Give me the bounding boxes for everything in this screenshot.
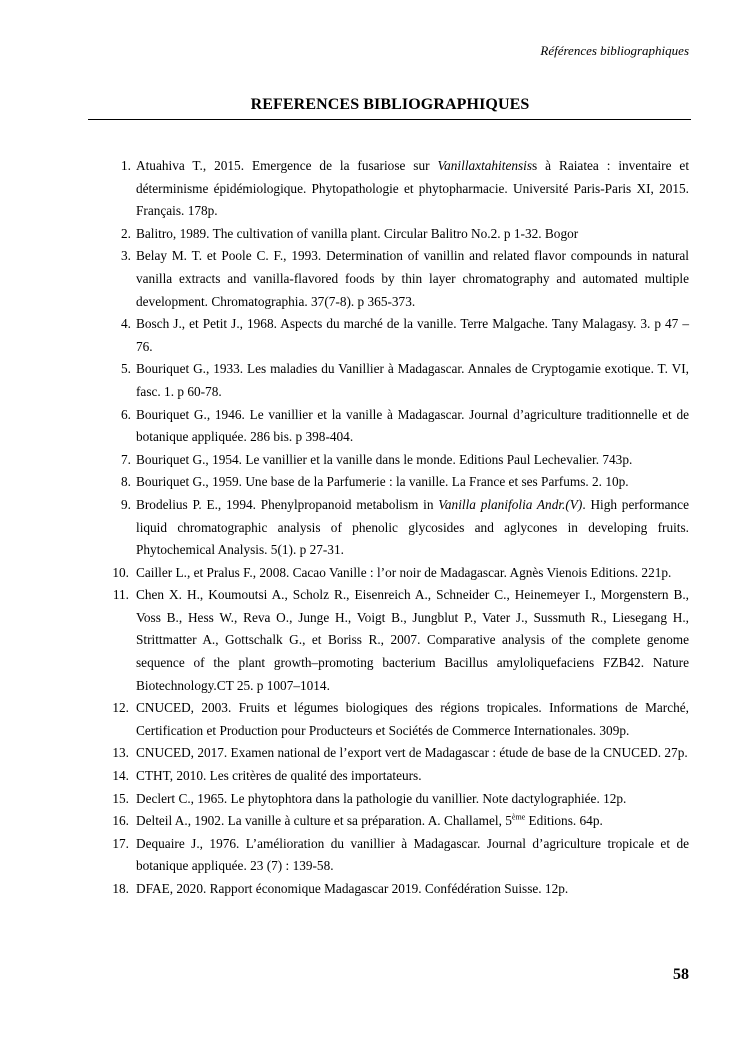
reference-number: 15.	[112, 790, 129, 806]
reference-item	[112, 810, 689, 833]
reference-text: Balitro, 1989. The cultivation of vanilla plant. Circular Balitro No.2. p 1-32. Bogor	[136, 225, 579, 241]
reference-text: Brodelius P. E., 1994. Phenylpropanoid metabolism in	[136, 496, 439, 512]
reference-item	[112, 358, 689, 403]
reference-superscript: ème	[511, 812, 526, 822]
reference-number: 16.	[112, 813, 129, 829]
reference-text: Cailler L., et Pralus F., 2008. Cacao Vanille : l’or noir de Madagascar. Agnès Vienois Editions. 221p.	[136, 564, 672, 580]
reference-item	[112, 742, 689, 765]
reference-text: CTHT, 2010. Les critères de qualité des importateurs.	[136, 768, 422, 784]
reference-item	[112, 765, 689, 788]
reference-number: 11.	[112, 587, 129, 603]
reference-number: 12.	[112, 700, 129, 716]
reference-number: 1.	[121, 158, 131, 173]
reference-number: 9.	[121, 496, 131, 512]
reference-number: 3.	[121, 248, 131, 264]
reference-number: 7.	[121, 451, 131, 467]
reference-text: Declert C., 1965. Le phytophtora dans la pathologie du vanillier. Note dactylographiée. 12p.	[136, 790, 627, 806]
reference-item	[112, 878, 689, 901]
reference-item	[112, 245, 689, 313]
reference-text: DFAE, 2020. Rapport économique Madagascar 2019. Confédération Suisse. 12p.	[136, 881, 569, 896]
reference-number: 2.	[121, 225, 131, 241]
reference-item	[112, 833, 689, 878]
reference-item	[112, 494, 689, 562]
reference-text-continued: Editions. 64p.	[525, 813, 603, 829]
reference-number: 18.	[112, 881, 129, 896]
reference-item	[112, 155, 689, 223]
reference-text: Bouriquet G., 1946. Le vanillier et la vanille à Madagascar. Journal d’agriculture traditionnelle et de botanique appliquée. 286 bis. p 398-404.	[136, 406, 689, 445]
reference-text: Belay M. T. et Poole C. F., 1993. Determination of vanillin and related flavor compounds in natural vanilla extracts and vanilla-flavored foods by thin layer chromatography and automated multiple development. Chromatographia. 37(7-8). p 365-373.	[136, 248, 689, 309]
reference-number: 14.	[112, 768, 129, 784]
reference-item	[112, 471, 689, 494]
reference-text-continued: . High performance liquid chromatographic analysis of phenolic glycosides and aglycones in developing fruits. Phytochemical Analysis. 5(1). p 27-31.	[136, 496, 689, 558]
reference-text: Chen X. H., Koumoutsi A., Scholz R., Eisenreich A., Schneider C., Heinemeyer I., Morgenstern B., Voss B., Hess W., Reva O., Junge H., Voigt B., Jungblut P., Vater J., Sussmuth R., Liesegang H., Strittmatter A., Gottschalk G., et Boriss R., 2007. Comparative analysis of the complete genome sequence of the plant growth–promoting bacterium Bacillus amyloliquefaciens FZB42. Nature Biotechnology.CT 25. p 1007–1014.	[136, 587, 689, 693]
reference-number: 10.	[112, 564, 129, 580]
reference-italic-text: Vanillaxtahitensis	[437, 158, 533, 173]
reference-list	[112, 155, 689, 901]
page-number: 58	[673, 966, 689, 983]
reference-text: Bouriquet G., 1959. Une base de la Parfumerie : la vanille. La France et ses Parfums. 2. 10p.	[136, 474, 629, 490]
title-divider	[88, 119, 691, 120]
reference-item	[112, 584, 689, 697]
reference-item	[112, 223, 689, 246]
running-header: Références bibliographiques	[540, 43, 689, 58]
reference-number: 6.	[121, 406, 131, 422]
reference-italic-text: Vanilla planifolia Andr.(V)	[438, 496, 583, 512]
reference-text: Dequaire J., 1976. L’amélioration du vanillier à Madagascar. Journal d’agriculture tropicale et de botanique appliquée. 23 (7) : 139-58.	[136, 835, 689, 874]
reference-text: Delteil A., 1902. La vanille à culture et sa préparation. A. Challamel, 5	[136, 813, 512, 829]
reference-text: Bouriquet G., 1933. Les maladies du Vanillier à Madagascar. Annales de Cryptogamie exotique. T. VI, fasc. 1. p 60-78.	[136, 361, 689, 399]
reference-item	[112, 697, 689, 742]
reference-item	[112, 449, 689, 472]
reference-text-continued: s à Raiatea : inventaire et déterminisme épidémiologique. Phytopathologie et phytopharmacie. Université Paris-Paris XI, 2015. Français. 178p.	[136, 158, 690, 219]
reference-number: 13.	[112, 745, 129, 761]
reference-text: CNUCED, 2017. Examen national de l’export vert de Madagascar : étude de base de la CNUCED. 27p.	[136, 745, 688, 761]
reference-number: 4.	[121, 316, 131, 332]
reference-number: 5.	[121, 361, 131, 377]
reference-text: Bouriquet G., 1954. Le vanillier et la vanille dans le monde. Editions Paul Lechevalier. 743p.	[136, 451, 633, 467]
reference-item	[112, 788, 689, 811]
reference-number: 8.	[121, 474, 131, 490]
reference-text: Atuahiva T., 2015. Emergence de la fusariose sur	[136, 158, 438, 173]
page-title: REFERENCES BIBLIOGRAPHIQUES	[250, 96, 530, 113]
reference-number: 17.	[112, 835, 129, 851]
reference-item	[112, 404, 689, 449]
reference-text: Bosch J., et Petit J., 1968. Aspects du marché de la vanille. Terre Malgache. Tany Malagasy. 3. p 47 – 76.	[136, 316, 689, 354]
reference-item	[112, 562, 689, 585]
reference-text: CNUCED, 2003. Fruits et légumes biologiques des régions tropicales. Informations de Marché, Certification et Production pour Producteurs et Sociétés de Commerce Internationales. 309p.	[136, 700, 689, 738]
reference-item	[112, 313, 689, 358]
